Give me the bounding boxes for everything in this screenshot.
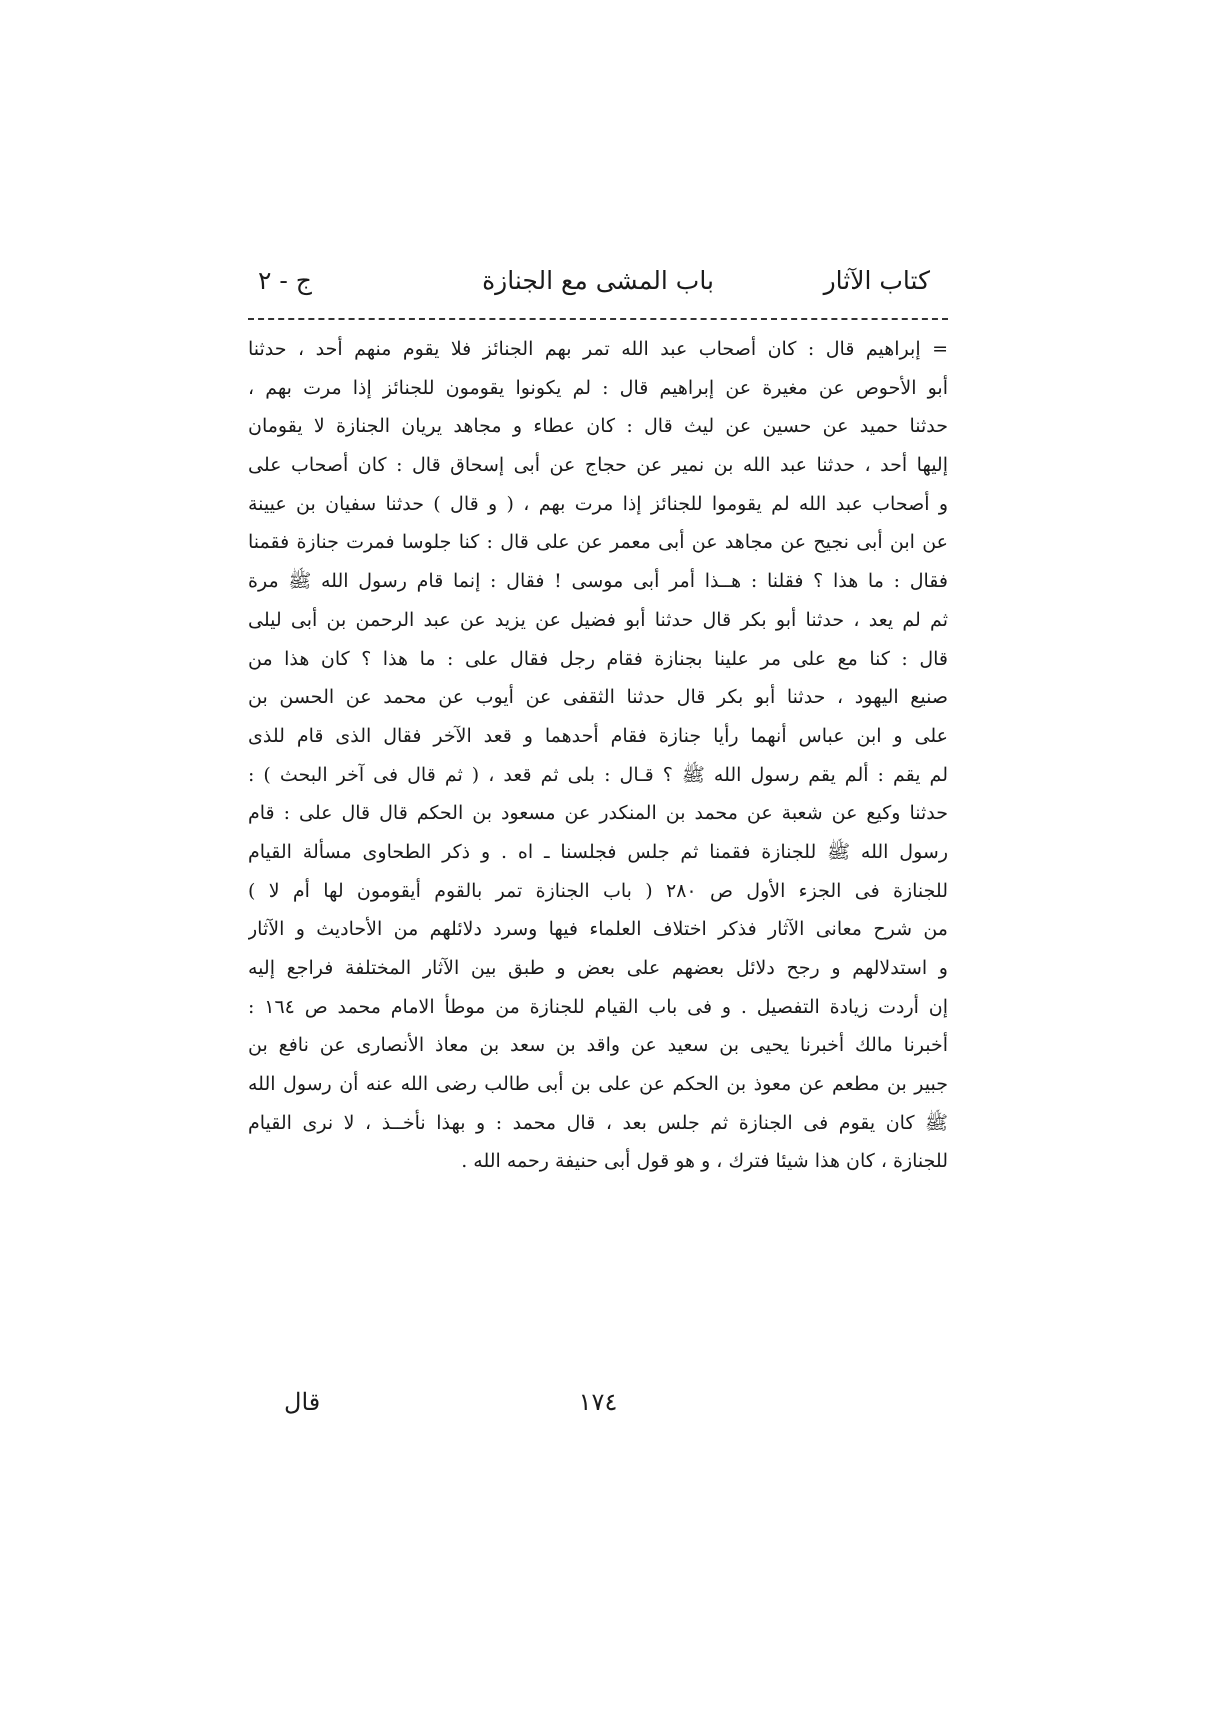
text-line: من شرح معانى الآثار فذكر اختلاف العلماء فيها وسرد دلائلهم من الأحاديث و الآثار <box>248 918 948 941</box>
text-line: حدثنا وكيع عن شعبة عن محمد بن المنكدر عن مسعود بن الحكم قال قال على : قام <box>248 802 948 825</box>
catchword: قال <box>284 1388 321 1416</box>
book-title: كتاب الآثار <box>823 266 930 295</box>
text-line: ﷺ كان يقوم فى الجنازة ثم جلس بعد ، قال محمد : و بهذا نأخــذ ، لا نرى القيام <box>248 1111 948 1134</box>
text-line: رسول الله ﷺ للجنازة فقمنا ثم جلس فجلسنا ـ اه . و ذكر الطحاوى مسألة القيام <box>248 840 948 863</box>
header-divider <box>248 318 948 320</box>
body-text <box>248 330 948 1181</box>
text-line: حدثنا حميد عن حسين عن ليث قال : كان عطاء و مجاهد يريان الجنازة لا يقومان <box>248 415 948 438</box>
text-line: و أصحاب عبد الله لم يقوموا للجنائز إذا مرت بهم ، ( و قال ) حدثنا سفيان بن عيينة <box>248 492 948 515</box>
volume-label: ج - ٢ <box>258 266 312 295</box>
text-line: جبير بن مطعم عن معوذ بن الحكم عن على بن أبى طالب رضى الله عنه أن رسول الله <box>248 1073 948 1096</box>
text-line: على و ابن عباس أنهما رأيا جنازة فقام أحدهما و قعد الآخر فقال الذى قام للذى <box>248 724 948 747</box>
document-page <box>248 262 948 1462</box>
running-header <box>248 262 948 312</box>
text-line: فقال : ما هذا ؟ فقلنا : هــذا أمر أبى موسى ! فقال : إنما قام رسول الله ﷺ مرة <box>248 570 948 593</box>
text-line: إن أردت زيادة التفصيل . و فى باب القيام للجنازة من موطأ الامام محمد ص ١٦٤ : <box>248 995 948 1018</box>
text-line: للجنازة فى الجزء الأول ص ٢٨٠ ( باب الجنازة تمر بالقوم أيقومون لها أم لا ) <box>248 879 948 902</box>
page-number: ١٧٤ <box>578 1388 618 1416</box>
text-line: صنيع اليهود ، حدثنا أبو بكر قال حدثنا الثقفى عن أيوب عن محمد عن الحسن بن <box>248 686 948 709</box>
text-line: عن ابن أبى نجيح عن مجاهد عن أبى معمر عن على قال : كنا جلوسا فمرت جنازة فقمنا <box>248 531 948 554</box>
text-line: لم يقم : ألم يقم رسول الله ﷺ ؟ قـال : بلى ثم قعد ، ( ثم قال فى آخر البحث ) : <box>248 763 948 786</box>
chapter-title: باب المشى مع الجنازة <box>482 266 714 295</box>
text-line: أبو الأحوص عن مغيرة عن إبراهيم قال : لم يكونوا يقومون للجنائز إذا مرت بهم ، <box>248 376 948 399</box>
text-line: ثم لم يعد ، حدثنا أبو بكر قال حدثنا أبو فضيل عن يزيد عن عبد الرحمن بن أبى ليلى <box>248 608 948 631</box>
text-line: قال : كنا مع على مر علينا بجنازة فقام رجل فقال على : ما هذا ؟ كان هذا من <box>248 647 948 670</box>
text-line: إليها أحد ، حدثنا عبد الله بن نمير عن حجاج عن أبى إسحاق قال : كان أصحاب على <box>248 454 948 477</box>
text-line: للجنازة ، كان هذا شيئا فترك ، و هو قول أبى حنيفة رحمه الله . <box>461 1150 948 1173</box>
text-line: = إبراهيم قال : كان أصحاب عبد الله تمر بهم الجنائز فلا يقوم منهم أحد ، حدثنا <box>248 338 948 360</box>
text-line: أخبرنا مالك أخبرنا يحيى بن سعيد عن واقد بن سعد بن معاذ الأنصارى عن نافع بن <box>248 1034 948 1057</box>
text-line: و استدلالهم و رجح دلائل بعضهم على بعض و طبق بين الآثار المختلفة فراجع إليه <box>248 957 948 979</box>
page-footer <box>248 1388 948 1428</box>
